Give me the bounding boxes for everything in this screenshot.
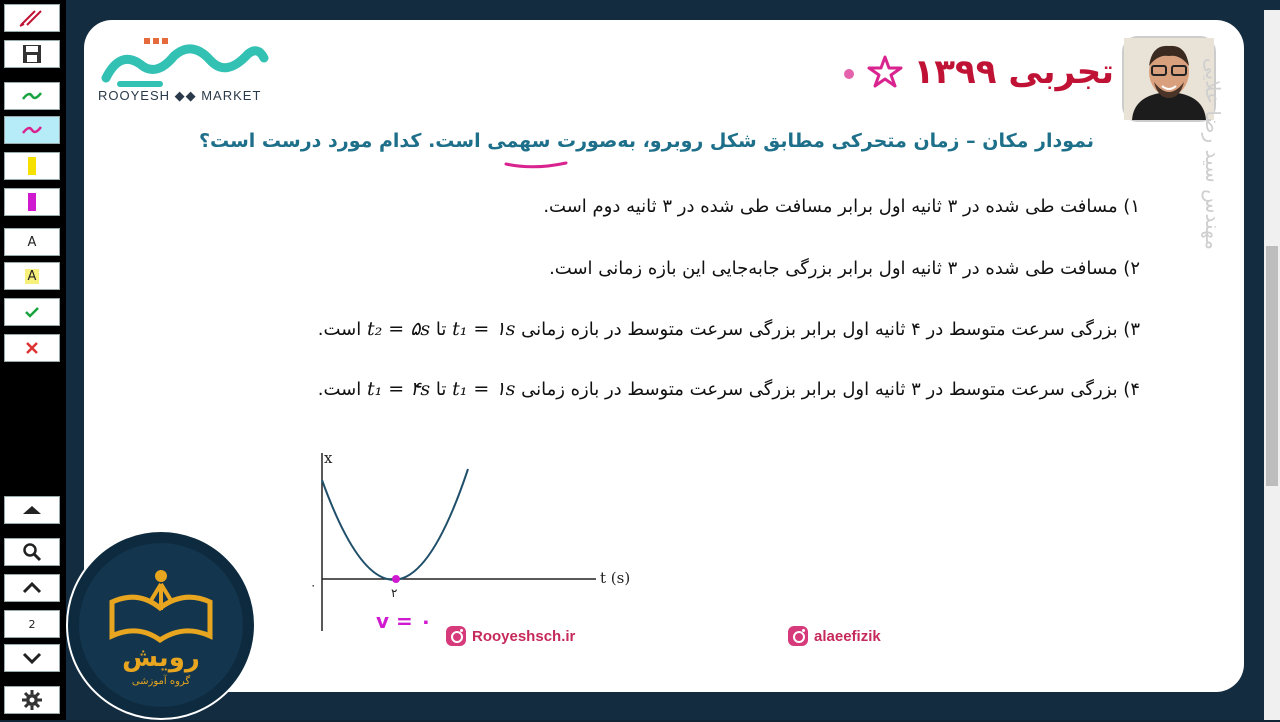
exam-title: تجربی ۱۳۹۹: [913, 52, 1114, 92]
graph-y-label: x: [324, 449, 333, 467]
question-text: نمودار مکان – زمان متحرکی مطابق شکل روبرو، به‌صورت سهمی است. کدام مورد درست است؟: [198, 130, 1094, 152]
pen-tool-icon[interactable]: [4, 4, 60, 32]
option-4-text: ۴) بزرگی سرعت متوسط در ۳ ثانیه اول برابر بزرگی سرعت متوسط در بازه زمانی: [515, 379, 1140, 400]
yellow-highlighter-icon[interactable]: [4, 152, 60, 180]
logo-caption: ROOYESH ◆◆ MARKET: [98, 88, 262, 103]
badge-title: رویش: [122, 643, 200, 673]
option-3-conjunction: تا: [430, 319, 453, 340]
magenta-highlighter-icon[interactable]: [4, 188, 60, 216]
option-3[interactable]: [318, 318, 1140, 340]
pink-pen-icon[interactable]: [4, 116, 60, 144]
settings-gear-icon[interactable]: [4, 686, 60, 714]
graph-origin-label: ۰: [310, 578, 317, 592]
option-1-text: ۱) مسافت طی شده در ۳ ثانیه اول برابر مسافت طی شده در ۳ ثانیه دوم است.: [543, 196, 1140, 217]
vertical-signature: [1168, 57, 1228, 450]
scrollbar-thumb[interactable]: [1266, 246, 1278, 486]
page-number[interactable]: [4, 610, 60, 638]
parabola-curve: [322, 469, 468, 580]
option-3-t2-math: t₂ = ۵s: [366, 318, 431, 340]
search-icon[interactable]: [4, 538, 60, 566]
vertex-point: [392, 575, 400, 583]
graph-vertex-label: ۲: [391, 586, 398, 600]
scroll-top-icon[interactable]: [4, 496, 60, 524]
option-1[interactable]: [543, 196, 1140, 217]
website-link[interactable]: [446, 626, 575, 646]
option-3-t1-math: t₁ = ۱s: [452, 318, 516, 340]
pink-underline-annotation: [504, 158, 568, 170]
option-2-text: ۲) مسافت طی شده در ۳ ثانیه اول برابر بزرگی جابه‌جایی این بازه زمانی است.: [549, 258, 1140, 279]
option-4-conjunction: تا: [430, 379, 453, 400]
instagram-link[interactable]: [788, 626, 881, 646]
page-number-value: 2: [28, 617, 36, 631]
rooyesh-logo: [100, 34, 270, 94]
badge-subtitle: گروه آموزشی: [131, 676, 191, 687]
text-highlight-tool-icon[interactable]: [4, 262, 60, 290]
option-4-t2-math: t₁ = ۴s: [366, 378, 431, 400]
next-page-icon[interactable]: [4, 644, 60, 672]
signature-text: مهندس سید رضا علایی: [1201, 57, 1225, 250]
vertical-scrollbar[interactable]: [1264, 10, 1280, 720]
star-icon: [838, 54, 914, 88]
left-toolbar: [0, 0, 66, 720]
website-text: Rooyeshsch.ir: [472, 627, 576, 645]
option-4-ending: است.: [317, 379, 367, 400]
slide-canvas: [84, 20, 1244, 692]
option-2[interactable]: [549, 258, 1140, 279]
rooyesh-badge-logo: [66, 530, 256, 720]
graph-x-label: t (s): [600, 569, 631, 587]
prev-page-icon[interactable]: [4, 574, 60, 602]
green-pen-icon[interactable]: [4, 82, 60, 110]
option-4-t1-math: t₁ = ۱s: [452, 378, 516, 400]
position-time-graph: [300, 445, 640, 640]
option-3-text: ۳) بزرگی سرعت متوسط در ۴ ثانیه اول برابر بزرگی سرعت متوسط در بازه زمانی: [515, 319, 1140, 340]
check-icon[interactable]: [4, 298, 60, 326]
save-icon[interactable]: [4, 40, 60, 68]
text-highlight-label: A: [25, 269, 40, 284]
text-tool-icon[interactable]: [4, 228, 60, 256]
text-tool-label: A: [27, 234, 37, 250]
instagram-handle: alaeefizik: [814, 627, 881, 645]
option-3-ending: است.: [317, 319, 367, 340]
clear-icon[interactable]: [4, 334, 60, 362]
instagram-icon: [788, 626, 808, 646]
option-4[interactable]: [318, 378, 1140, 400]
velocity-annotation: v = ۰: [376, 609, 432, 633]
instagram-icon: [446, 626, 466, 646]
